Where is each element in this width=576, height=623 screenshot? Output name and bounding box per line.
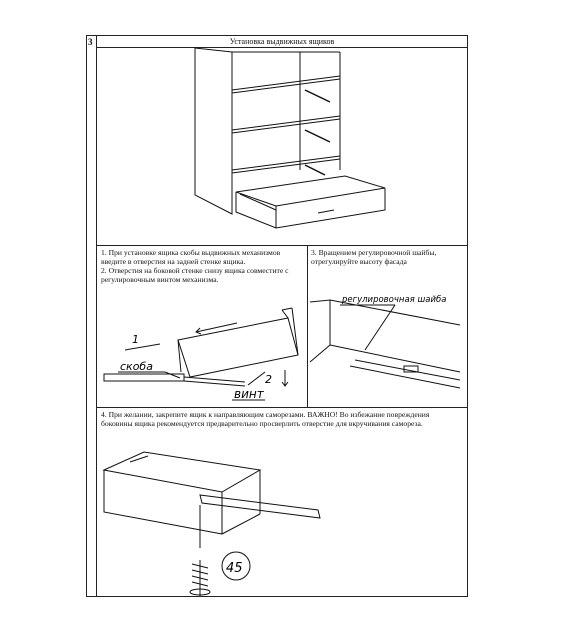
instruction-text-4: 4. При желании, закрепите ящик к направляющим саморезами. ВАЖНО! Во избежание повреждения боковины ящика рекомендуется предварительно просверлить отверстие для вкручивания самореза. — [101, 410, 430, 428]
step-number: 3 — [88, 37, 93, 47]
callout-bracket-label: скоба — [120, 360, 153, 373]
step-title: Установка выдвижных ящиков — [97, 36, 467, 48]
instruction-text-1-2: 1. При установке ящика скобы выдвижных механизмов введите в отверстия на задней стенке ящика. 2. Отверстия на боковой стенке снизу ящика совместите с регулировочным винтом механизма. — [101, 248, 289, 284]
callout-angle-label: 45 — [226, 561, 243, 576]
callout-washer-label: регулировочная шайба — [342, 295, 447, 305]
callout-number-1: 1 — [132, 333, 139, 346]
screw-fixing-illustration — [104, 452, 320, 596]
cabinet-illustration — [195, 48, 385, 228]
callout-number-2: 2 — [265, 373, 272, 386]
instruction-text-3: 3. Вращением регулировочной шайбы, отрегулируйте высоту фасада — [311, 248, 437, 266]
drawer-mounting-illustration — [104, 308, 298, 400]
washer-adjustment-illustration — [310, 300, 460, 388]
callout-screw-label: винт — [234, 387, 264, 401]
